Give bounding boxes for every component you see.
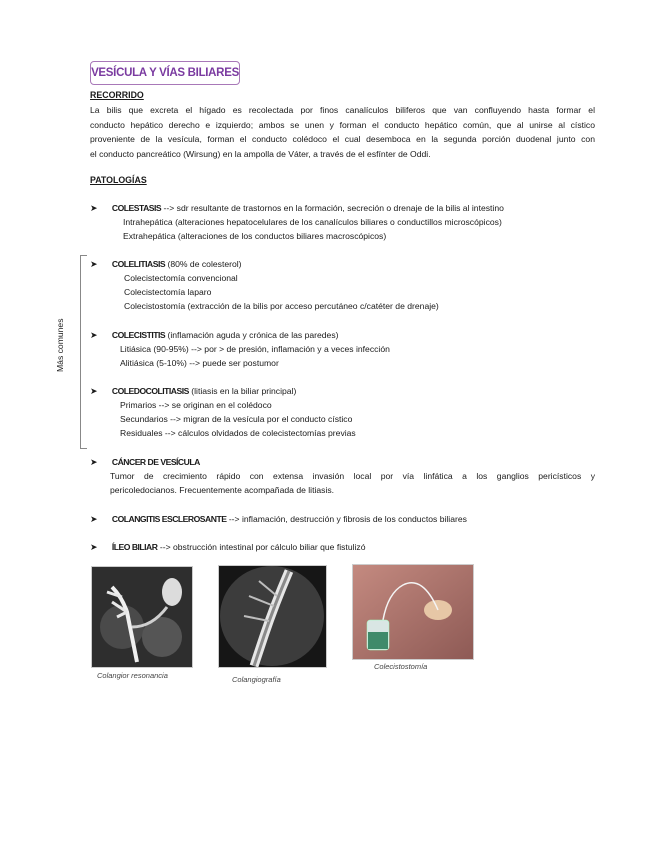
cancer-item <box>90 455 200 469</box>
colecistitis-term: COLECISTITIS <box>111 330 166 340</box>
coledocolitiasis-desc: (litiasis en la biliar principal) <box>188 386 297 396</box>
bracket-divider <box>80 255 87 449</box>
coledocolitiasis-sub-3: Residuales --> cálculos olvidados de colecistectomías previas <box>120 428 356 438</box>
recorrido-line-2: conducto hepático derecho e izquierdo; ambos se unen y forman el conducto hepático común, que al unirse al cístico <box>90 119 595 130</box>
colangiografia-image <box>218 565 327 668</box>
recorrido-paragraph <box>90 103 595 161</box>
colestasis-sub-2: Extrahepática (alteraciones de los conductos biliares macroscópicos) <box>123 231 387 241</box>
colestasis-term: COLESTASIS <box>111 203 162 213</box>
bullet-arrow-icon: ➤ <box>90 203 98 213</box>
colangitis-term: COLANGITIS ESCLEROSANTE <box>111 514 227 524</box>
side-label: Más comunes <box>55 318 65 372</box>
caption-colangiografia: Colangiografía <box>232 675 281 684</box>
colecistitis-desc: (inflamación aguda y crónica de las paredes) <box>165 330 339 340</box>
bullet-arrow-icon: ➤ <box>90 330 98 340</box>
colelitiasis-sub-3: Colecistostomía (extracción de la bilis por acceso percutáneo c/catéter de drenaje) <box>124 301 439 311</box>
colelitiasis-desc: (80% de colesterol) <box>165 259 242 269</box>
colecistitis-sub-1: Litiásica (90-95%) --> por > de presión, inflamación y a veces infección <box>120 344 390 354</box>
colangitis-desc: --> inflamación, destrucción y fibrosis de los conductos biliares <box>226 514 467 524</box>
colecistostomia-image <box>352 564 474 660</box>
title-box <box>90 61 240 85</box>
ileo-item <box>90 540 366 554</box>
recorrido-heading: RECORRIDO <box>90 90 144 100</box>
bullet-arrow-icon: ➤ <box>90 259 98 269</box>
page-title: VESÍCULA Y VÍAS BILIARES <box>91 67 239 79</box>
coledocolitiasis-sub-1: Primarios --> se originan en el colédoco <box>120 400 272 410</box>
bullet-arrow-icon: ➤ <box>90 457 98 467</box>
colecistitis-item <box>90 328 339 342</box>
coledocolitiasis-item <box>90 384 296 398</box>
bullet-arrow-icon: ➤ <box>90 514 98 524</box>
cancer-term: CÁNCER DE VESÍCULA <box>111 457 200 467</box>
ileo-term: ÍLEO BILIAR <box>111 542 158 552</box>
caption-colecistostomia: Colecistostomía <box>374 662 428 671</box>
patologias-heading: PATOLOGÍAS <box>90 175 147 185</box>
recorrido-line-3: proveniente de la vesícula, forman el conducto colédoco el cual desemboca en la segunda porción duodenal junto con <box>90 134 595 145</box>
caption-colangioresonancia: Colangior resonancia <box>97 671 168 680</box>
colestasis-desc: --> sdr resultante de trastornos en la formación, secreción o drenaje de la bilis al intestino <box>161 203 504 213</box>
coledocolitiasis-term: COLEDOCOLITIASIS <box>111 386 189 396</box>
colestasis-item <box>90 201 504 215</box>
colecistitis-sub-2: Alitiásica (5-10%) --> puede ser postumor <box>120 358 279 368</box>
ileo-desc: --> obstrucción intestinal por cálculo biliar que fistulizó <box>157 542 366 552</box>
colelitiasis-sub-1: Colecistectomía convencional <box>124 273 238 283</box>
recorrido-line-1: La bilis que excreta el hígado es recolectada por finos canalículos biliferos que van confluyendo hasta formar el <box>90 105 595 115</box>
cancer-line-1: Tumor de crecimiento rápido con extensa invasión local por vía linfática a los ganglios pericísticos y <box>110 471 595 481</box>
cancer-line-2: pericoledocianos. Frecuentemente acompañada de litiasis. <box>110 485 335 495</box>
colangitis-item <box>90 512 467 526</box>
colelitiasis-term: COLELITIASIS <box>111 259 166 269</box>
colelitiasis-item <box>90 257 242 271</box>
recorrido-line-4: el conducto pancreático (Wirsung) en la ampolla de Váter, a través de el esfínter de Oddi. <box>90 148 431 159</box>
colestasis-sub-1: Intrahepática (alteraciones hepatocelulares de los canalículos biliares o conductillos microscópicos) <box>123 217 502 227</box>
bullet-arrow-icon: ➤ <box>90 386 98 396</box>
bullet-arrow-icon: ➤ <box>90 542 98 552</box>
coledocolitiasis-sub-2: Secundarios --> migran de la vesícula por el conducto cístico <box>120 414 353 424</box>
colelitiasis-sub-2: Colecistectomía laparo <box>124 287 212 297</box>
colangioresonancia-image <box>91 566 193 668</box>
